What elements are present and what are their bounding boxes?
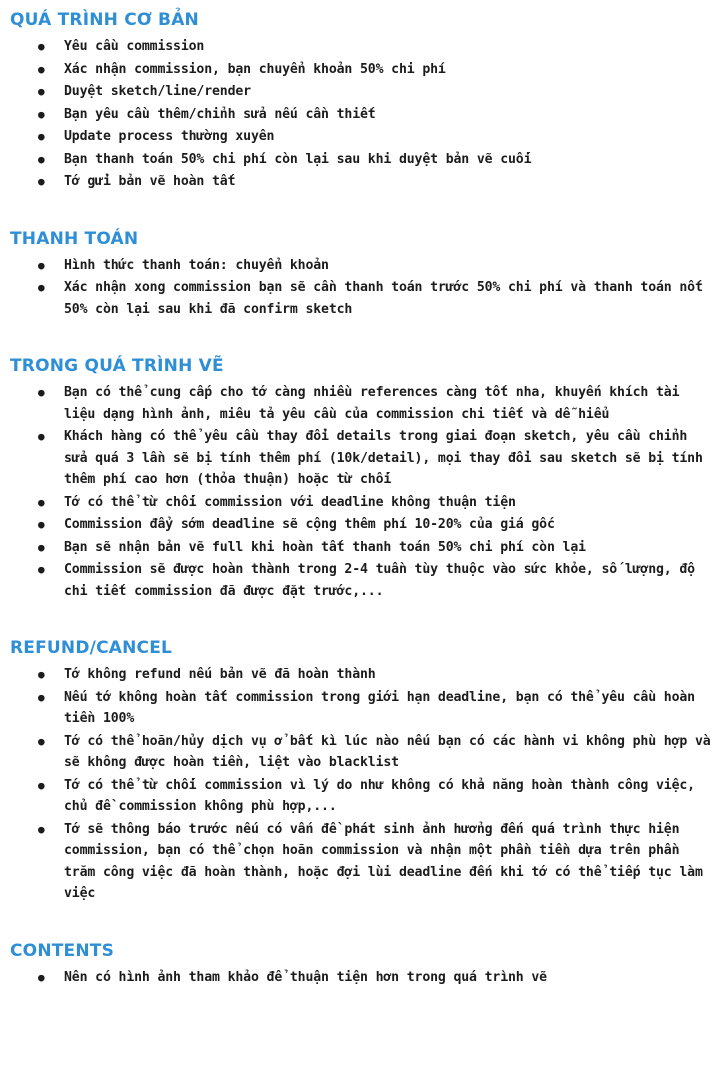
- list-item: ● Tớ có thể từ chối commission với deadline không thuận tiện: [38, 492, 717, 514]
- section-heading: TRONG QUÁ TRÌNH VẼ: [10, 356, 224, 376]
- section-qua-trinh-co-ban: [8, 10, 717, 193]
- list-item: ● Commission đẩy sớm deadline sẽ cộng thêm phí 10-20% của giá gốc: [38, 514, 717, 536]
- list-item: ● Nên có hình ảnh tham khảo để thuận tiện hơn trong quá trình vẽ: [38, 967, 717, 989]
- list-item: ● Bạn có thể cung cấp cho tớ càng nhiều references càng tốt nha, khuyến khích tài liệu dạng hình ảnh, miêu tả yêu cầu của commission chi tiết và dễ hiểu: [38, 382, 717, 425]
- list-item: ● Tớ gửi bản vẽ hoàn tất: [38, 171, 717, 193]
- section-thanh-toan: [8, 229, 717, 321]
- list-item: ● Hình thức thanh toán: chuyển khoản: [38, 255, 717, 277]
- list-item: ● Bạn sẽ nhận bản vẽ full khi hoàn tất thanh toán 50% chi phí còn lại: [38, 537, 717, 559]
- list-item: ● Tớ sẽ thông báo trước nếu có vấn đề phát sinh ảnh hưởng đến quá trình thực hiện commission, bạn có thể chọn hoãn commission và nhận một phần tiền dựa trên phần trăm công việc đã hoàn thành, hoặc đợi lùi deadline đến khi tớ có thể tiếp tục làm việc: [38, 819, 717, 905]
- list-item: ● Bạn yêu cầu thêm/chỉnh sửa nếu cần thiết: [38, 104, 717, 126]
- list-item: ● Update process thường xuyên: [38, 126, 717, 148]
- list-item: ● Xác nhận xong commission bạn sẽ cần thanh toán trước 50% chi phí và thanh toán nốt 50% còn lại sau khi đã confirm sketch: [38, 277, 717, 320]
- list-item: ● Xác nhận commission, bạn chuyển khoản 50% chi phí: [38, 59, 717, 81]
- section-heading: QUÁ TRÌNH CƠ BẢN: [10, 10, 199, 30]
- section-heading: CONTENTS: [10, 940, 115, 961]
- list-item: ● Bạn thanh toán 50% chi phí còn lại sau khi duyệt bản vẽ cuối: [38, 149, 717, 171]
- list-item: ● Tớ không refund nếu bản vẽ đã hoàn thành: [38, 664, 717, 686]
- section-refund-cancel: [8, 638, 717, 905]
- section-contents: [8, 941, 717, 989]
- list-item: ● Duyệt sketch/line/render: [38, 81, 717, 103]
- list-item: ● Yêu cầu commission: [38, 36, 717, 58]
- section-trong-qua-trinh-ve: [8, 356, 717, 602]
- bullet-list: [8, 255, 717, 321]
- bullet-list: [8, 967, 717, 989]
- section-heading: THANH TOÁN: [10, 228, 139, 249]
- bullet-list: [8, 382, 717, 602]
- list-item: ● Nếu tớ không hoàn tất commission trong giới hạn deadline, bạn có thể yêu cầu hoàn tiền 100%: [38, 687, 717, 730]
- bullet-list: [8, 664, 717, 905]
- section-heading: REFUND/CANCEL: [10, 638, 173, 658]
- list-item: ● Tớ có thể từ chối commission vì lý do như không có khả năng hoàn thành công việc, chủ đề commission không phù hợp,...: [38, 775, 717, 818]
- list-item: ● Commission sẽ được hoàn thành trong 2-4 tuần tùy thuộc vào sức khỏe, số lượng, độ chi tiết commission đã được đặt trước,...: [38, 559, 717, 602]
- list-item: ● Tớ có thể hoãn/hủy dịch vụ ở bất kì lúc nào nếu bạn có các hành vi không phù hợp và sẽ không được hoàn tiền, liệt vào blacklist: [38, 731, 717, 774]
- list-item: ● Khách hàng có thể yêu cầu thay đổi details trong giai đoạn sketch, yêu cầu chỉnh sửa quá 3 lần sẽ bị tính thêm phí (10k/detail), mọi thay đổi sau sketch sẽ bị tính thêm phí cao hơn (thỏa thuận) hoặc từ chối: [38, 426, 717, 491]
- bullet-list: [8, 36, 717, 193]
